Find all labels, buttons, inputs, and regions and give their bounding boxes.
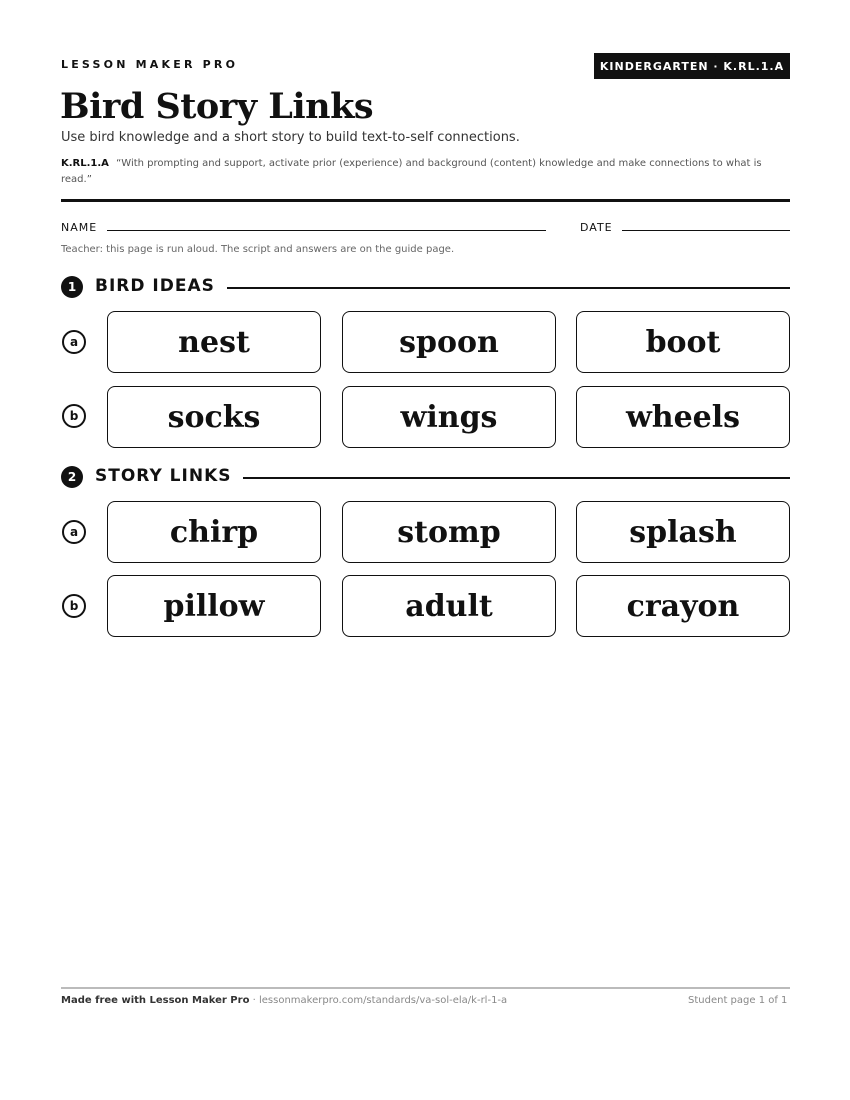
section-title: BIRD IDEAS — [95, 276, 215, 296]
footer-page-number: Student page 1 of 1 — [688, 995, 788, 1006]
standard-text: “With prompting and support, activate prior (experience) and background (content) knowledge and make connections to what is read.” — [61, 158, 762, 185]
section-divider — [227, 287, 790, 289]
header-divider — [61, 199, 790, 202]
section-number-badge: 1 — [61, 276, 83, 298]
row-letter-badge: b — [62, 594, 86, 618]
footer-made-with: Made free with Lesson Maker Pro — [61, 995, 250, 1006]
footer-credit — [61, 995, 507, 1006]
teacher-note: Teacher: this page is run aloud. The script and answers are on the guide page. — [61, 244, 455, 255]
grade-standard-badge: KINDERGARTEN · K.RL.1.A — [594, 53, 790, 79]
word-card[interactable]: spoon — [342, 311, 556, 373]
word-card[interactable]: boot — [576, 311, 790, 373]
word-card[interactable]: pillow — [107, 575, 321, 637]
date-label: DATE — [580, 221, 613, 234]
word-card[interactable]: chirp — [107, 501, 321, 563]
footer-url: · lessonmakerpro.com/standards/va-sol-ela/k-rl-1-a — [249, 995, 508, 1006]
word-card[interactable]: splash — [576, 501, 790, 563]
name-field-line[interactable] — [107, 230, 546, 231]
page-subtitle: Use bird knowledge and a short story to build text-to-self connections. — [61, 130, 520, 145]
brand-name: LESSON MAKER PRO — [61, 58, 239, 71]
word-card[interactable]: socks — [107, 386, 321, 448]
standard-description — [61, 156, 781, 188]
row-letter-badge: a — [62, 520, 86, 544]
word-card[interactable]: nest — [107, 311, 321, 373]
word-card[interactable]: adult — [342, 575, 556, 637]
name-label: NAME — [61, 221, 98, 234]
section-title: STORY LINKS — [95, 466, 232, 486]
footer-divider — [61, 987, 790, 989]
word-card[interactable]: wings — [342, 386, 556, 448]
page-title: Bird Story Links — [60, 86, 374, 127]
section-number-badge: 2 — [61, 466, 83, 488]
row-letter-badge: a — [62, 330, 86, 354]
section-divider — [243, 477, 790, 479]
date-field-line[interactable] — [622, 230, 790, 231]
standard-code: K.RL.1.A — [61, 158, 109, 169]
word-card[interactable]: wheels — [576, 386, 790, 448]
row-letter-badge: b — [62, 404, 86, 428]
word-card[interactable]: crayon — [576, 575, 790, 637]
word-card[interactable]: stomp — [342, 501, 556, 563]
